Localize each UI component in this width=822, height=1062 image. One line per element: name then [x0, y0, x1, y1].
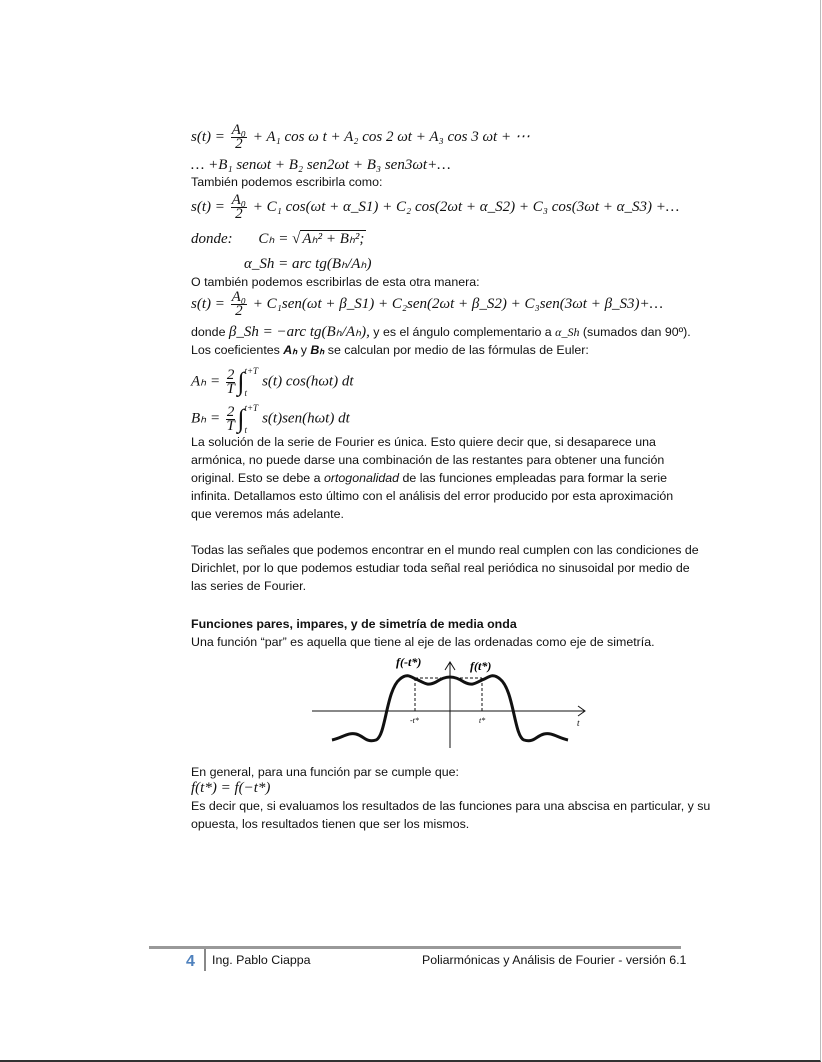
- numerator: A₀: [231, 122, 247, 138]
- lower-limit: t: [244, 388, 247, 398]
- footer-rule: [149, 946, 681, 949]
- formula-lhs: Cₕ =: [258, 231, 289, 247]
- lower-limit: t: [244, 425, 247, 435]
- label-f-neg-t: f(-t*): [396, 655, 422, 669]
- formula-series-sen: … +B₁ senωt + B₂ sen2ωt + B₃ sen3ωt+…: [191, 157, 451, 173]
- upper-limit: t+T: [244, 403, 259, 413]
- paragraph-line: La solución de la serie de Fourier es única. Esto quiere decir que, si desaparece una: [191, 435, 656, 449]
- fraction: [231, 291, 247, 318]
- inline-math: β_Sh = −arc tg(Bₕ/Aₕ),: [228, 324, 370, 340]
- formula-series-C-sen: [191, 291, 663, 318]
- page-number: 4: [186, 953, 195, 970]
- denominator: T: [226, 417, 235, 434]
- paragraph-line: opuesta, los resultados tienen que ser los mismos.: [191, 817, 470, 831]
- inline-math: α_Sh: [555, 325, 580, 339]
- tick-neg-t: -t*: [410, 716, 419, 725]
- emphasis: ortogonalidad: [323, 471, 400, 485]
- integral-sign: ∫: [237, 367, 245, 396]
- paragraph-line: las series de Fourier.: [191, 579, 307, 593]
- formula-lhs: Aₕ =: [191, 373, 221, 390]
- numerator: 2: [226, 403, 235, 420]
- text: y es el ángulo complementario a: [369, 325, 556, 339]
- paragraph-line: infinita. Detallamos esto último con el análisis del error producido por esta aproximación: [191, 489, 674, 503]
- fraction: [231, 194, 247, 221]
- text-tambien: También podemos escribirla como:: [191, 175, 383, 189]
- formula-lhs: s(t) =: [191, 198, 225, 215]
- denominator: 2: [235, 206, 243, 222]
- formula-rhs: s(t) cos(hωt) dt: [262, 373, 354, 390]
- formula-lhs: s(t) =: [191, 295, 225, 312]
- text: donde: [191, 325, 226, 339]
- text: original. Esto se debe a: [191, 471, 324, 485]
- formula-rhs: + A₁ cos ω t + A₂ cos 2 ωt + A₃ cos 3 ωt + ⋯: [252, 128, 530, 145]
- numerator: 2: [226, 366, 235, 383]
- text-otra-manera: O también podemos escribirlas de esta otra manera:: [191, 275, 480, 289]
- section-heading: Funciones pares, impares, y de simetría de media onda: [191, 617, 517, 631]
- denominator: 2: [235, 136, 243, 152]
- formula-label: donde:: [191, 231, 233, 247]
- text: y: [297, 343, 311, 357]
- sqrt-radicand: Aₕ² + Bₕ²;: [302, 231, 365, 247]
- formula-series-cos: [191, 124, 530, 151]
- paragraph-line: Dirichlet, por lo que podemos estudiar toda señal real periódica no sinusoidal por medio de: [191, 561, 690, 575]
- inline-math: Aₕ: [283, 343, 298, 357]
- fraction: [231, 124, 247, 151]
- formula-rhs: + C₁ cos(ωt + α_S1) + C₂ cos(2ωt + α_S2) + C₃ cos(3ωt + α_S3) +…: [252, 198, 680, 215]
- denominator: 2: [235, 303, 243, 319]
- paragraph-line: Una función “par” es aquella que tiene al eje de las ordenadas como eje de simetría.: [191, 635, 655, 649]
- formula-lhs: s(t) =: [191, 128, 225, 145]
- text-donde-beta: [191, 324, 691, 340]
- paragraph-line: Es decir que, si evaluamos los resultados de las funciones para una abscisa en particular, y su: [191, 799, 711, 813]
- numerator: A₀: [231, 192, 247, 208]
- footer-separator: [204, 949, 206, 971]
- text: Los coeficientes: [191, 343, 284, 357]
- footer-author: Ing. Pablo Ciappa: [212, 953, 311, 967]
- footer-title: Poliarmónicas y Análisis de Fourier - versión 6.1: [422, 953, 687, 967]
- upper-limit: t+T: [244, 366, 259, 376]
- inline-math: Bₕ: [310, 343, 325, 357]
- formula-alpha: α_Sh = arc tg(Bₕ/Aₕ): [244, 256, 372, 272]
- formula-lhs: Bₕ =: [191, 410, 221, 427]
- fraction: [226, 403, 236, 434]
- formula-even: f(t*) = f(−t*): [191, 780, 271, 796]
- denominator: T: [226, 380, 235, 397]
- paragraph-line: [191, 470, 667, 486]
- paragraph-line: Todas las señales que podemos encontrar en el mundo real cumplen con las condiciones de: [191, 543, 699, 557]
- formula-series-C-cos: [191, 194, 679, 221]
- formula-Ch: donde: Cₕ = √ Aₕ² + Bₕ²;: [191, 231, 365, 247]
- paragraph-line: En general, para una función par se cumple que:: [191, 765, 459, 779]
- axis-label-t: t: [577, 718, 580, 728]
- numerator: A₀: [231, 289, 247, 305]
- tick-pos-t: t*: [479, 716, 486, 725]
- text-coeficientes: [191, 342, 589, 358]
- paragraph-line: armónica, no puede darse una combinación de las restantes para obtener una función: [191, 453, 665, 467]
- fraction: [226, 366, 236, 397]
- label-f-t: f(t*): [470, 659, 492, 673]
- formula-rhs: s(t)sen(hωt) dt: [262, 410, 350, 427]
- text: se calculan por medio de las fórmulas de Euler:: [324, 343, 589, 357]
- text: (sumados dan 90º).: [579, 325, 691, 339]
- formula-rhs: + C₁sen(ωt + β_S1) + C₂sen(2ωt + β_S2) + C₃sen(3ωt + β_S3)+…: [252, 295, 664, 312]
- paragraph-line: que veremos más adelante.: [191, 507, 344, 521]
- text: de las funciones empleadas para formar la serie: [399, 471, 667, 485]
- integral-sign: ∫: [237, 404, 245, 433]
- even-function-figure: [300, 650, 600, 760]
